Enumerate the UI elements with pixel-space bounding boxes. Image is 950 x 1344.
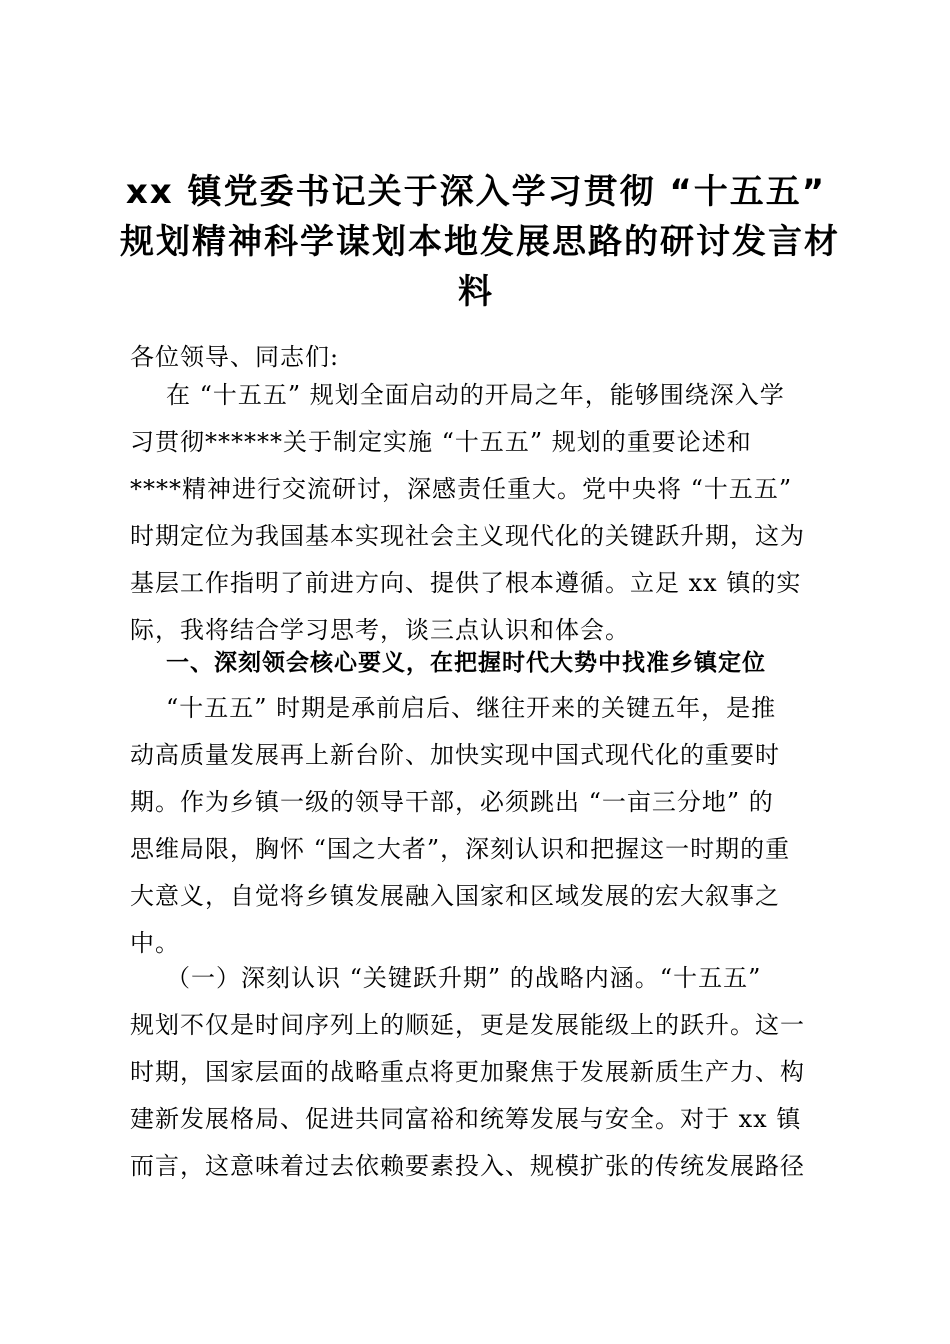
section-paragraph: [130, 685, 830, 967]
paragraph-line: ****精神进行交流研讨，深感责任重大。党中央将 “十五五”: [130, 475, 793, 503]
paragraph-line: “十五五” 时期是承前启后、继往开来的关键五年，是推: [166, 694, 777, 722]
paragraph-line: 规划不仅是时间序列上的顺延，更是发展能级上的跃升。这一: [130, 1011, 805, 1039]
intro-paragraph: [130, 372, 830, 654]
title-line: xx 镇党委书记关于深入学习贯彻 “十五五”: [125, 172, 827, 212]
paragraph-line: 时期，国家层面的战略重点将更加聚焦于发展新质生产力、构: [130, 1058, 805, 1086]
paragraph-line: 时期定位为我国基本实现社会主义现代化的关键跃升期，这为: [130, 522, 805, 550]
paragraph-line: 建新发展格局、促进共同富裕和统筹发展与安全。对于 xx 镇: [130, 1105, 802, 1133]
paragraph-line: （一）深刻认识 “关键跃升期” 的战略内涵。“十五五”: [166, 964, 762, 992]
paragraph-line: 际，我将结合学习思考，谈三点认识和体会。: [130, 616, 630, 644]
paragraph-line: 基层工作指明了前进方向、提供了根本遵循。立足 xx 镇的实: [130, 569, 802, 597]
paragraph-line: 习贯彻******关于制定实施 “十五五” 规划的重要论述和: [130, 428, 752, 456]
paragraph-line: 思维局限，胸怀 “国之大者”，深刻认识和把握这一时期的重: [130, 835, 791, 863]
paragraph-line: 中。: [130, 929, 180, 957]
paragraph-line: 大意义，自觉将乡镇发展融入国家和区域发展的宏大叙事之: [130, 882, 780, 910]
section-heading-text: 一、深刻领会核心要义，在把握时代大势中找准乡镇定位: [166, 650, 766, 676]
paragraph-line: 而言，这意味着过去依赖要素投入、规模扩张的传统发展路径: [130, 1152, 805, 1180]
paragraph-line: 期。作为乡镇一级的领导干部，必须跳出 “一亩三分地” 的: [130, 788, 774, 816]
section-heading: [130, 640, 830, 687]
title-line: 料: [458, 272, 494, 312]
paragraph-line: 在 “十五五” 规划全面启动的开局之年，能够围绕深入学: [166, 381, 785, 409]
document-title: [120, 167, 840, 317]
subsection-paragraph: [130, 955, 830, 1190]
salutation-text: 各位领导、同志们:: [130, 343, 340, 371]
title-line: 规划精神科学谋划本地发展思路的研讨发言材: [120, 222, 840, 262]
paragraph-line: 动高质量发展再上新台阶、加快实现中国式现代化的重要时: [130, 741, 780, 769]
